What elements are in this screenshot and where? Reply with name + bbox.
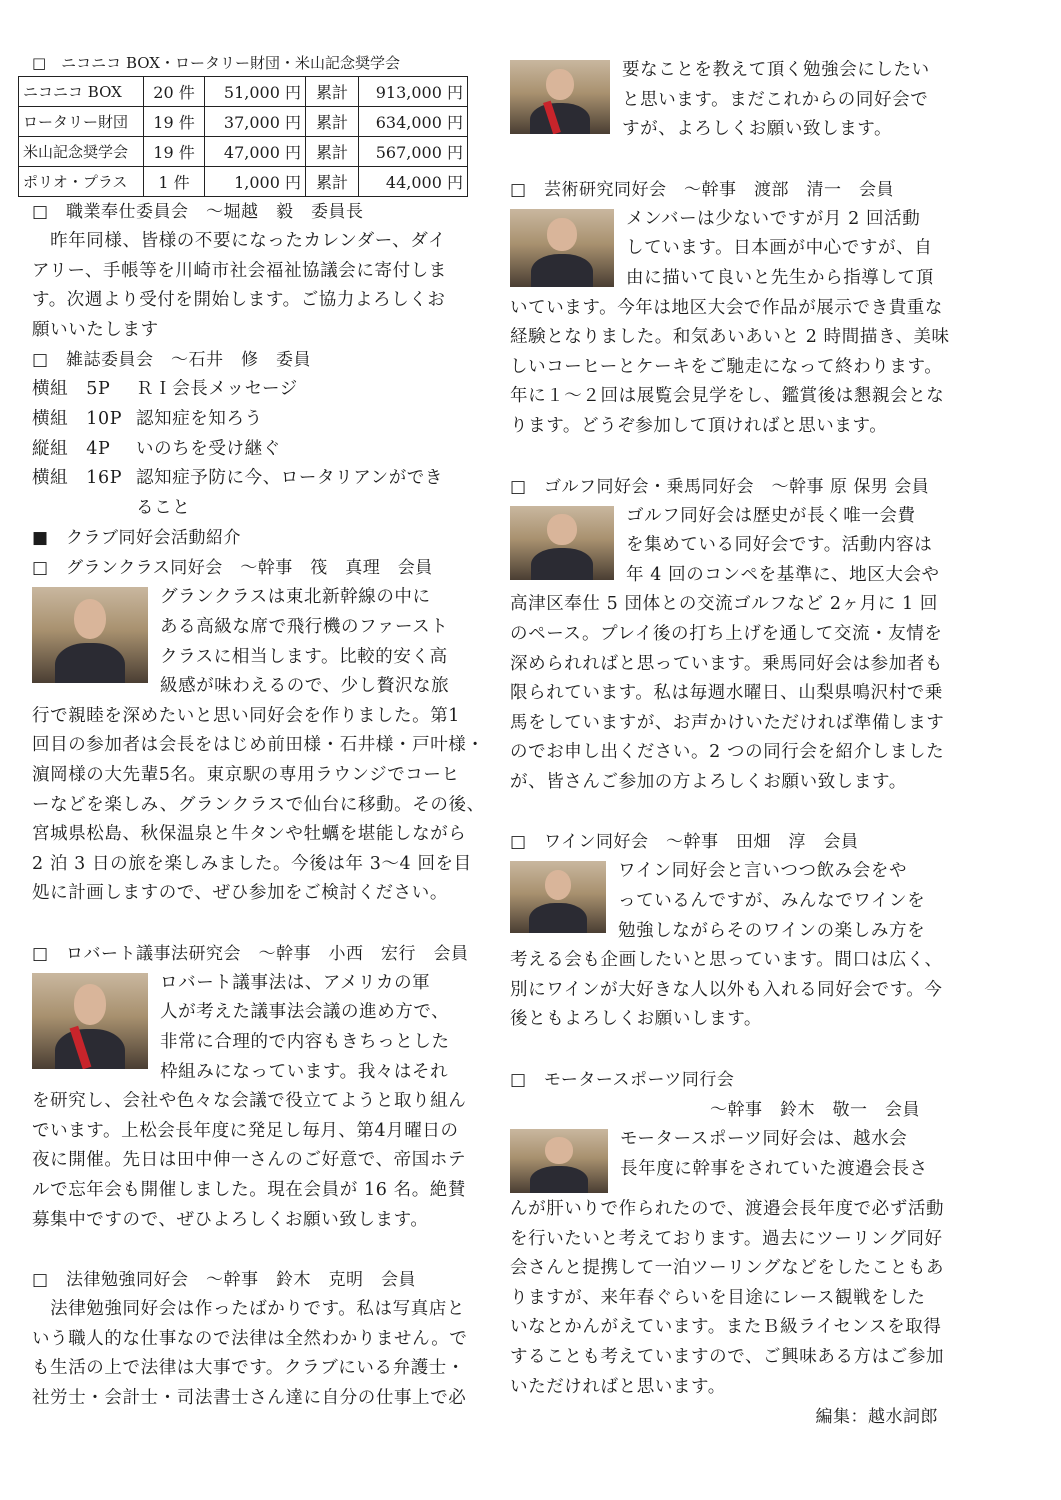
table-row: ニコニコ BOX 20 件 51,000 円 累計 913,000 円 — [19, 77, 468, 107]
art-heading: □ 芸術研究同好会 ～幹事 渡部 清一 会員 — [510, 179, 895, 200]
robert-heading: □ ロバート議事法研究会 ～幹事 小西 宏行 会員 — [32, 943, 469, 964]
editor-credit: 編集：越水詞郎 — [815, 1407, 938, 1428]
law-continued: 要なことを教えて頂く勉強会にしたい と思います。まだこれからの同好会で すが、よろしくお願い致します。 — [510, 56, 952, 145]
list-item: 横組 10P 認知症を知ろう — [32, 408, 263, 429]
vocational-heading: □ 職業奉仕委員会 ～堀越 毅 委員長 — [32, 202, 364, 222]
member-photo — [510, 1129, 608, 1193]
wine-heading: □ ワイン同好会 ～幹事 田畑 淳 会員 — [510, 832, 859, 853]
law-heading: □ 法律勉強同好会 ～幹事 鈴木 克明 会員 — [32, 1270, 417, 1291]
list-item: 横組 16P 認知症予防に今、ロータリアンができ — [32, 468, 443, 489]
member-photo — [510, 506, 614, 580]
art-section: メンバーは少ないですが月 2 回活動 しています。日本画が中心ですが、自 由に描いて良いと先生から指導して頂 いています。今年は地区大会で作品が展示でき貴重な 経験となりました。和気あいあいと 2 時間描き、美味 しいコーヒーとケーキをご馳走になって終わります。 年に１～２回は展覧会見学をし、鑑賞後は懇親会とな ります。どうぞ参加して頂ければと思います。 — [510, 208, 950, 436]
right-column — [510, 56, 952, 1432]
robert-section: ロバート議事法は、アメリカの軍 人が考えた議事法会議の進め方で、 非常に合理的で内容もきちっとした 枠組みになっています。我々はそれ を研究し、会社や色々な会議で役立てようと取り組ん でいます。上松会長年度に発足し毎月、第4月曜日の 夜に開催。先日は田中伸一さんのご好意で、帝国ホテ ルで忘年会も開催しました。現在会員が 16 名。絶賛 募集中ですので、ぜひよろしくお願い致します。 — [32, 972, 467, 1230]
motor-section: モータースポーツ同好会は、越水会 長年度に幹事をされていた渡邉会長さ んが肝いりで作られたので、渡邉会長年度で必ず活動 を行いたいと考えております。過去にツーリング同好 会さんと提携して一泊ツーリングなどをしたこともあ りますが、来年春ぐらいを目途にレース観戦をした いなとかんがえています。またＢ級ライセンスを取得 することも考えていますので、ご興味ある方はご参加 いただければと思います。 — [510, 1129, 945, 1397]
left-column: □ ニコニコ BOX・ロータリー財団・米山記念奨学会 ニコニコ BOX 20 件 51,000 円 累計 913,000 円 ロータリー財団 19 件 37,000 円 累計 634,000 円 米山記念奨学会 19 件 47,000 円 累計 567,000 円 ポリオ・プラス 1 件 1,000 円 累計 44,000 円 □ 職業奉仕委員会 ～堀越 毅 委員長 昨年同様、皆様の不要になったカレンダー、ダイ アリー、手帳等を川崎市社会福祉協議会に寄付しま す。次週より受付を開始します。ご協力よろしくお 願いいたします □ 雑誌委員会 ～石井 修 委員 横組 5P ＲＩ会長メッセージ 横組 10P 認知症を知ろう 縦組 4P いのちを受け継ぐ 横組 16P 認知症予防に今、ロータリアンができ ること ■ クラブ同好会活動紹介 □ グランクラス同好会 ～幹事 筏 真理 会員 グランクラスは東北新幹線の中に ある高級な席で飛行機のファースト クラスに相当します。比較的安く高 級感が味わえるので、少し贅沢な旅 行で親睦を深めたいと思い同好会を作りました。第1 回目の参加者は会長をはじめ前田様・石井様・戸叶様・ 濵岡様の大先輩5名。東京駅の専用ラウンジでコーヒ ーなどを楽しみ、グランクラスで仙台に移動。その後、 宮城県松島、秋保温泉と牛タンや牡蠣を堪能しながら 2 泊 3 日の旅を楽しみました。今後は年 3～4 回を目 処に計画しますので、ぜひ参加をご検討ください。 □ ロバート議事法研究会 ～幹事 小西 宏行 会員 ロバート議事法は、アメリカの軍 人が考えた議事法会議の進め方で、 非常に合理的で内容もきちっとした 枠組みになっています。我々はそれ を研究し、会社や色々な会議で役立てようと取り組ん でいます。上松会長年度に発足し毎月、第4月曜日の 夜に開催。先日は田中伸一さんのご好意で、帝国ホテ ルで忘年会も開催しました。現在会員が 16 名。絶賛 募集中ですので、ぜひよろしくお願い致します。 □ 法律勉強同好会 ～幹事 鈴木 克明 会員 法律勉強同好会は作ったばかりです。私は写真店と いう職人的な仕事なので法律は全然わかりません。で も生活の上で法律は大事です。クラブにいる弁護士・ 社労士・会計士・司法書士さん達に自分の仕事上で必 — [32, 50, 474, 1414]
donations-table — [18, 76, 468, 197]
donations-heading: □ ニコニコ BOX・ロータリー財団・米山記念奨学会 — [32, 54, 400, 72]
member-photo — [32, 973, 148, 1069]
member-photo — [510, 861, 606, 933]
motor-heading: □ モータースポーツ同行会 — [510, 1070, 735, 1091]
table-row: ポリオ・プラス 1 件 1,000 円 累計 44,000 円 — [19, 167, 468, 197]
wine-section: ワイン同好会と言いつつ飲み会をや っているんですが、みんなでワインを 勉強しながらそのワインの楽しみ方を 考える会も企画したいと思っています。間口は広く、 別にワインが大好きな人以外も入れる同好会です。今 後ともよろしくお願いします。 — [510, 861, 943, 1030]
golf-section: ゴルフ同好会は歴史が長く唯一会費 を集めている同好会です。活動内容は 年 4 回のコンペを基準に、地区大会や 高津区奉仕 5 団体との交流ゴルフなど 2ヶ月に 1 回 のペース。プレイ後の打ち上げを通して交流・友情を 深められればと思っています。乗馬同好会は参加者も 限られています。私は毎週水曜日、山梨県鳴沢村で乗 馬をしていますが、お声かけいただければ準備します のでお申し出ください。2 つの同行会を紹介しました が、皆さんご参加の方よろしくお願い致します。 — [510, 505, 945, 792]
list-item: 横組 5P ＲＩ会長メッセージ — [32, 379, 298, 400]
list-item: 縦組 4P いのちを受け継ぐ — [32, 438, 281, 459]
gran-heading: □ グランクラス同好会 ～幹事 筏 真理 会員 — [32, 558, 433, 579]
member-photo — [510, 60, 610, 134]
table-row: 米山記念奨学会 19 件 47,000 円 累計 567,000 円 — [19, 137, 468, 167]
magazine-list: 横組 5P ＲＩ会長メッセージ 横組 10P 認知症を知ろう 縦組 4P いのちを受け継ぐ 横組 16P 認知症予防に今、ロータリアンができ ること — [32, 375, 474, 523]
table-row: ロータリー財団 19 件 37,000 円 累計 634,000 円 — [19, 107, 468, 137]
golf-heading: □ ゴルフ同好会・乗馬同好会 ～幹事 原 保男 会員 — [510, 476, 930, 497]
member-photo — [32, 587, 148, 683]
motor-subheading: ～幹事 鈴木 敬一 会員 — [710, 1100, 920, 1121]
club-intro-heading: ■ クラブ同好会活動紹介 — [32, 528, 242, 549]
magazine-heading: □ 雑誌委員会 ～石井 修 委員 — [32, 350, 312, 371]
member-photo — [510, 209, 614, 287]
gran-section: グランクラスは東北新幹線の中に ある高級な席で飛行機のファースト クラスに相当します。比較的安く高 級感が味わえるので、少し贅沢な旅 行で親睦を深めたいと思い同好会を作りました。第1 回目の参加者は会長をはじめ前田様・石井様・戸叶様・ 濵岡様の大先輩5名。東京駅の専用ラウンジでコーヒ ーなどを楽しみ、グランクラスで仙台に移動。その後、 宮城県松島、秋保温泉と牛タンや牡蠣を堪能しながら 2 泊 3 日の旅を楽しみました。今後は年 3～4 回を目 処に計画しますので、ぜひ参加をご検討ください。 — [32, 587, 485, 904]
